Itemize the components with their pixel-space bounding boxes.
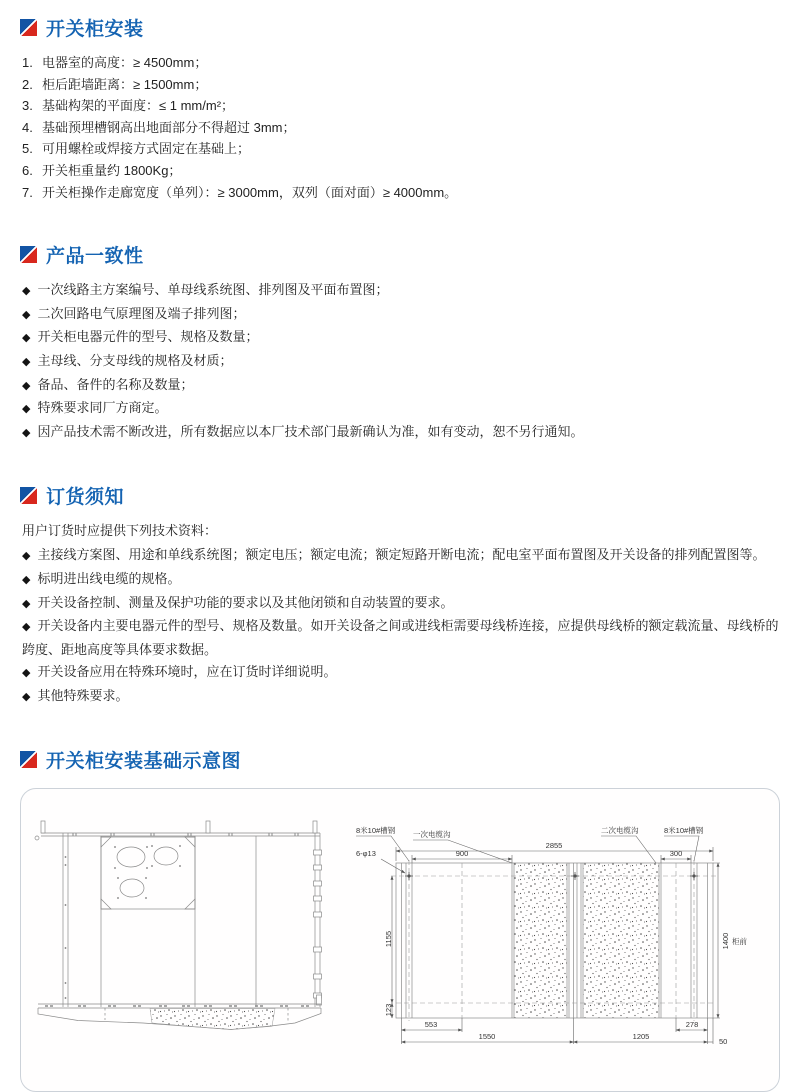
diamond-bullet-icon: ◆ xyxy=(22,597,31,610)
label-secondary-cable-trench: 二次电缆沟 xyxy=(601,826,639,836)
consistency-list xyxy=(20,279,780,444)
label-cabinet-front: 柜前 xyxy=(732,937,747,947)
dim-bottom-strip: 123 xyxy=(384,1004,393,1017)
dim-overall-width: 2855 xyxy=(545,841,563,851)
list-item: ◆ 开关设备控制、测量及保护功能的要求以及其他闭锁和自动装置的要求。 xyxy=(22,594,454,610)
label-channel-steel-right: 8米10#槽钢 xyxy=(664,826,704,836)
diamond-bullet-icon: ◆ xyxy=(22,573,31,586)
section-title: 订货须知 xyxy=(46,487,125,509)
section-installation-header xyxy=(20,14,780,41)
list-item: ◆ 一次线路主方案编号、单母线系统图、排列图及平面布置图； xyxy=(22,282,389,298)
list-item: 5. 可用螺栓或焊接方式固定在基础上； xyxy=(22,141,251,157)
dim-left-trench-offset: 900 xyxy=(455,849,469,859)
dim-50: 50 xyxy=(719,1037,728,1047)
section-ordering xyxy=(20,482,780,708)
dim-left-height: 1155 xyxy=(384,931,393,948)
section-title: 产品一致性 xyxy=(46,246,144,268)
dim-278: 278 xyxy=(685,1020,699,1030)
list-item: ◆ 二次回路电气原理图及端子排列图； xyxy=(22,305,246,321)
list-item: 4. 基础预埋槽钢高出地面部分不得超过 3mm； xyxy=(22,119,296,135)
dim-1205: 1205 xyxy=(632,1032,650,1042)
diamond-bullet-icon: ◆ xyxy=(22,550,31,563)
diamond-bullet-icon: ◆ xyxy=(22,690,31,703)
foundation-diagram-panel xyxy=(20,788,780,1092)
section-consistency-header xyxy=(20,241,780,268)
dim-553: 553 xyxy=(424,1020,438,1030)
section-marker-icon xyxy=(20,19,37,36)
list-item: 2. 柜后距墙距离：≥ 1500mm； xyxy=(22,76,208,92)
diamond-bullet-icon: ◆ xyxy=(22,355,31,368)
dim-1550: 1550 xyxy=(478,1032,496,1042)
installation-requirements-list xyxy=(20,52,780,203)
list-item: ◆ 开关柜电器元件的型号、规格及数量； xyxy=(22,329,259,345)
list-item: ◆ 因产品技术需不断改进，所有数据应以本厂技术部门最新确认为准，如有变动，恕不另行通知。 xyxy=(22,423,584,439)
section-foundation-diagram xyxy=(20,746,780,1092)
list-item: ◆ 开关设备应用在特殊环境时，应在订货时详细说明。 xyxy=(22,664,337,680)
diamond-bullet-icon: ◆ xyxy=(22,308,31,321)
diamond-bullet-icon: ◆ xyxy=(22,426,31,439)
label-primary-cable-trench: 一次电缆沟 xyxy=(413,830,451,840)
list-item: ◆ 特殊要求同厂方商定。 xyxy=(22,400,168,416)
section-title: 开关柜安装基础示意图 xyxy=(46,751,242,773)
list-item: ◆ 主母线、分支母线的规格及材质； xyxy=(22,352,233,368)
section-marker-icon xyxy=(20,246,37,263)
diamond-bullet-icon: ◆ xyxy=(22,621,31,634)
section-marker-icon xyxy=(20,487,37,504)
section-title: 开关柜安装 xyxy=(46,19,144,40)
cabinet-top-view-drawing xyxy=(33,817,338,1037)
foundation-plan-drawing xyxy=(351,811,776,1051)
label-channel-steel-left: 8米10#槽钢 xyxy=(356,826,396,836)
ordering-intro: 用户订货时应提供下列技术资料： xyxy=(22,523,218,539)
list-item: ◆ 标明进出线电缆的规格。 xyxy=(22,570,181,586)
list-item: ◆ 备品、备件的名称及数量； xyxy=(22,376,194,392)
list-item: 1. 电器室的高度：≥ 4500mm； xyxy=(22,55,208,70)
list-item: 3. 基础构架的平面度：≤ 1 mm/m²； xyxy=(22,98,235,114)
list-item: ◆ 开关设备内主要电器元件的型号、规格及数量。如开关设备之间或进线柜需要母线桥连接，应提供母线桥的额定载流量、母线桥的跨度、距地高度等具体要求数据。 xyxy=(22,618,779,657)
section-foundation-header xyxy=(20,746,780,773)
ordering-list xyxy=(20,544,780,708)
diamond-bullet-icon: ◆ xyxy=(22,379,31,392)
section-consistency xyxy=(20,241,780,444)
section-ordering-header xyxy=(20,482,780,509)
diamond-bullet-icon: ◆ xyxy=(22,667,31,680)
section-installation xyxy=(20,14,780,203)
diamond-bullet-icon: ◆ xyxy=(22,403,31,416)
diamond-bullet-icon: ◆ xyxy=(22,285,31,298)
list-item: ◆ 主接线方案图、用途和单线系统图；额定电压；额定电流；额定短路开断电流；配电室平面布置图及开关设备的排列配置图等。 xyxy=(22,547,766,563)
list-item: 7. 开关柜操作走廊宽度（单列）：≥ 3000mm，双列（面对面）≥ 4000mm。 xyxy=(22,184,458,200)
label-bolt-holes: 6-φ13 xyxy=(356,849,376,859)
list-item: ◆ 其他特殊要求。 xyxy=(22,687,129,703)
section-marker-icon xyxy=(20,751,37,768)
dim-total-depth: 1400 xyxy=(721,933,730,950)
dim-right-trench-offset: 300 xyxy=(669,849,683,859)
diamond-bullet-icon: ◆ xyxy=(22,332,31,345)
list-item: 6. 开关柜重量约 1800Kg； xyxy=(22,162,182,178)
